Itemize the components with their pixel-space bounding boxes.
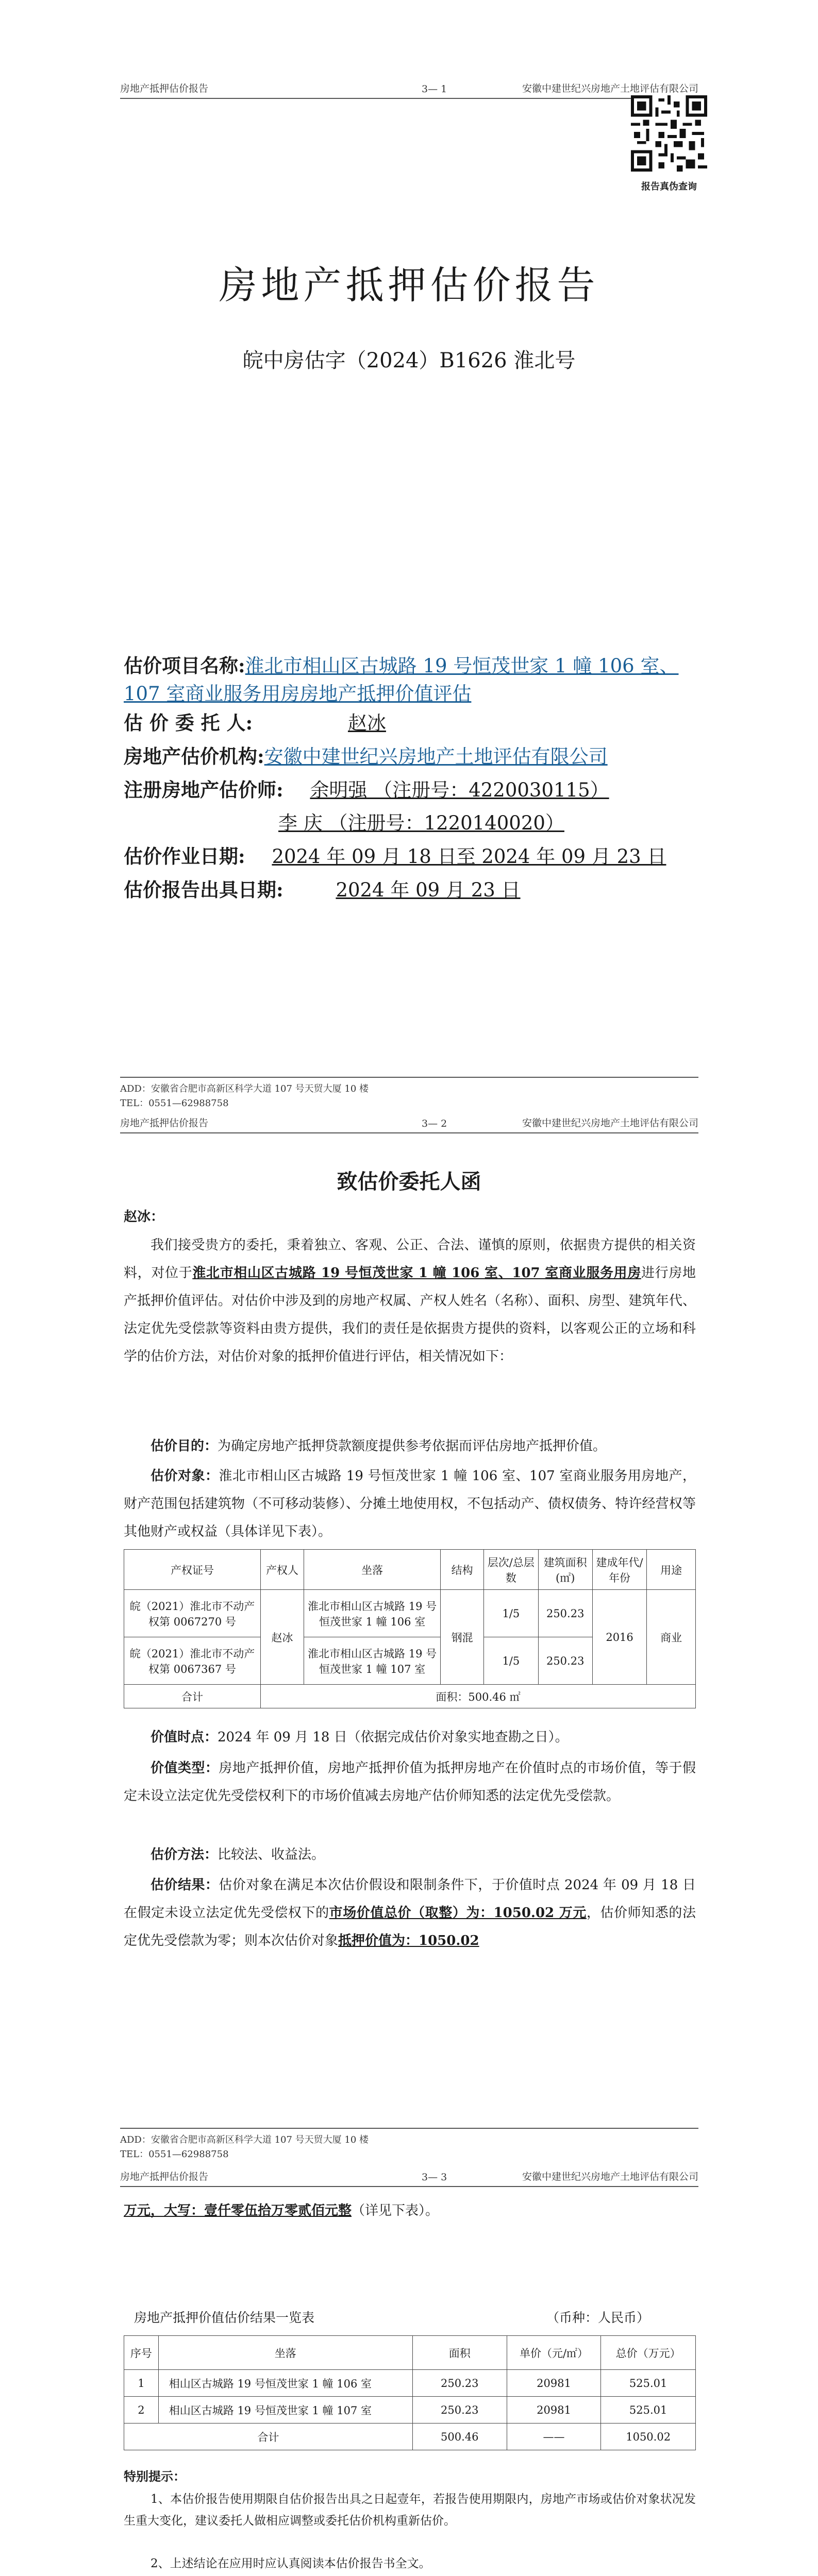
agency-value: 安徽中建世纪兴房地产土地评估有限公司 xyxy=(264,745,608,768)
amount-in-words: 万元，大写：壹仟零伍拾万零贰佰元整 xyxy=(124,2203,352,2218)
value-type-label: 价值类型： xyxy=(151,1760,219,1776)
cell: 相山区古城路 19 号恒茂世家 1 幢 106 室 xyxy=(158,2370,412,2397)
area-cell: 250.23 xyxy=(538,1590,592,1637)
cell: 合计 xyxy=(124,2424,413,2450)
field-label: 估价项目名称: xyxy=(124,654,245,677)
cert-cell: 皖（2021）淮北市不动产权第 0067367 号 xyxy=(124,1637,261,1685)
page-mark: 3— 3 xyxy=(422,2172,447,2183)
salutation xyxy=(124,1203,696,1231)
table-header-row xyxy=(124,2336,696,2370)
location-cell: 淮北市相山区古城路 19 号恒茂世家 1 幢 107 室 xyxy=(304,1637,441,1685)
col-header: 产权证号 xyxy=(124,1550,261,1590)
notes-title xyxy=(124,2463,696,2490)
method-paragraph xyxy=(124,1841,696,1869)
table2-currency: （币种：人民币） xyxy=(546,2310,650,2325)
col-header: 建成年代/年份 xyxy=(592,1550,646,1590)
purpose-paragraph xyxy=(124,1432,696,1460)
report-title: 房地产抵押估价报告 xyxy=(219,263,599,308)
appraiser-2-value: 李 庆 （注册号：1220140020） xyxy=(278,812,564,834)
footer-tel: TEL：0551—62988758 xyxy=(120,2149,229,2160)
col-header: 单价（元/㎡） xyxy=(507,2336,601,2370)
property-table xyxy=(124,1549,696,1708)
col-header: 结构 xyxy=(441,1550,484,1590)
mortgage-value: 抵押价值为：1050.02 xyxy=(338,1933,479,1948)
col-header: 总价（万元） xyxy=(601,2336,696,2370)
value-type-text: 房地产抵押价值，房地产抵押价值为抵押房地产在价值时点的市场价值，等于假定未设立法定优先受偿权利下的市场价值减去房地产估价师知悉的法定优先受偿款。 xyxy=(124,1760,696,1804)
cell: 1050.02 xyxy=(601,2424,696,2450)
footer-address: ADD：安徽省合肥市高新区科学大道 107 号天贸大厦 10 楼 xyxy=(120,1083,369,1094)
area-cell: 250.23 xyxy=(538,1637,592,1685)
notes-title-text: 特别提示： xyxy=(124,2469,186,2484)
note-1 xyxy=(124,2488,696,2532)
cell: 525.01 xyxy=(601,2370,696,2397)
agency-row xyxy=(124,743,696,770)
use-cell: 商业 xyxy=(647,1590,696,1685)
value-date-paragraph xyxy=(124,1723,696,1751)
cell: 250.23 xyxy=(412,2370,507,2397)
result-paragraph xyxy=(124,1871,696,1956)
result-a: 估价对象在满足本次估价假设和限制条件下，于价值时点 2024 年 09 月 18 日在假定未设立法定优先受偿权下的 xyxy=(124,1877,696,1921)
field-label: 估 价 委 托 人: xyxy=(124,711,253,734)
footer-address: ADD：安徽省合肥市高新区科学大道 107 号天贸大厦 10 楼 xyxy=(120,2134,369,2145)
intro-paragraph xyxy=(124,1231,696,1370)
col-header: 层次/总层数 xyxy=(484,1550,538,1590)
field-label: 房地产估价机构: xyxy=(124,745,264,768)
cell: 1 xyxy=(124,2370,159,2397)
field-label: 注册房地产估价师: xyxy=(124,778,283,801)
qr-caption: 报告真伪查询 xyxy=(641,181,697,192)
value-date-text: 2024 年 09 月 18 日（依据完成估价对象实地查勘之日）。 xyxy=(218,1730,569,1745)
owner-cell: 赵冰 xyxy=(261,1590,304,1685)
page-header xyxy=(120,77,698,99)
header-left-title: 房地产抵押估价报告 xyxy=(120,2171,209,2182)
header-right-company: 安徽中建世纪兴房地产土地评估有限公司 xyxy=(522,2171,698,2182)
page-header xyxy=(120,1112,698,1133)
field-label: 估价报告出具日期: xyxy=(124,878,283,901)
cover-page xyxy=(0,0,818,1109)
cover-info-block xyxy=(124,652,696,903)
intro-a: 我们接受贵方的委托，秉着独立、客观、公正、合法、谨慎的原则，依据贵方提供的相关资料，对位于 xyxy=(124,1238,696,1281)
project-name-row xyxy=(124,652,696,708)
object-text: 淮北市相山区古城路 19 号恒茂世家 1 幢 106 室、107 室商业服务用房地产，财产范围包括建筑物（不可移动装修）、分摊土地使用权，不包括动产、债权债务、特许经营权等其他财产或权益（具体详见下表）。 xyxy=(124,1468,696,1539)
total-label: 合计 xyxy=(124,1685,261,1708)
table-row xyxy=(124,2397,696,2424)
footer-tel: TEL：0551—62988758 xyxy=(120,1098,229,1109)
year-cell: 2016 xyxy=(592,1590,646,1685)
header-right-company: 安徽中建世纪兴房地产土地评估有限公司 xyxy=(522,1117,698,1129)
table2-caption: 房地产抵押价值估价结果一览表 xyxy=(134,2310,315,2325)
valuation-result-table xyxy=(124,2335,696,2450)
note-2-text: 2、上述结论在应用时应认真阅读本估价报告书全文。 xyxy=(151,2557,431,2570)
letter-title: 致估价委托人函 xyxy=(337,1170,481,1194)
result-f: （详见下表）。 xyxy=(352,2203,439,2218)
client-name: 赵冰 xyxy=(347,712,386,734)
page-mark: 3— 2 xyxy=(422,1118,447,1129)
location-cell: 淮北市相山区古城路 19 号恒茂世家 1 幢 106 室 xyxy=(304,1590,441,1637)
intro-c: 进行房地产抵押价值评估。对估价中涉及到的房地产权属、产权人姓名（名称）、面积、房型、建筑年代、法定优先受偿款等资料由贵方提供，我们的责任是依据贵方提供的资料，以客观公正的立场和科学的估价方法，对估价对象的抵押价值进行评估，相关情况如下： xyxy=(124,1265,696,1364)
total-value: 面积：500.46 ㎡ xyxy=(261,1685,696,1708)
table-row xyxy=(124,1590,696,1637)
appraiser-row xyxy=(124,777,696,803)
client-value xyxy=(259,710,475,736)
note-1-text: 1、本估价报告使用期限自估价报告出具之日起壹年，若报告使用期限内，房地产市场或估价对象状况发生重大变化，建议委托人做相应调整或委托估价机构重新估价。 xyxy=(124,2493,696,2528)
table-total-row xyxy=(124,1685,696,1708)
work-date-value: 2024 年 09 月 18 日至 2024 年 09 月 23 日 xyxy=(272,845,666,868)
floor-cell: 1/5 xyxy=(484,1590,538,1637)
page-header xyxy=(120,2165,698,2187)
structure-cell: 钢混 xyxy=(441,1590,484,1685)
col-header: 坐落 xyxy=(158,2336,412,2370)
work-date-row xyxy=(124,843,696,870)
cell: 2 xyxy=(124,2397,159,2424)
purpose-label: 估价目的： xyxy=(151,1438,218,1454)
value-date-label: 价值时点： xyxy=(151,1730,218,1745)
cell: 500.46 xyxy=(412,2424,507,2450)
table2-caption-row xyxy=(124,2304,696,2332)
method-text: 比较法、收益法。 xyxy=(218,1847,325,1862)
intro-property: 淮北市相山区古城路 19 号恒茂世家 1 幢 106 室、107 室商业服务用房 xyxy=(192,1265,641,1281)
col-header: 产权人 xyxy=(261,1550,304,1590)
client-row xyxy=(124,710,696,736)
page-footer xyxy=(120,2128,698,2162)
result-label: 估价结果： xyxy=(151,1877,219,1893)
col-header: 用途 xyxy=(647,1550,696,1590)
header-right-company: 安徽中建世纪兴房地产土地评估有限公司 xyxy=(522,83,698,94)
issue-date-row xyxy=(124,877,696,903)
table-row xyxy=(124,2370,696,2397)
cell: —— xyxy=(507,2424,601,2450)
appraiser-row-2 xyxy=(124,810,696,836)
table-total-row xyxy=(124,2424,696,2450)
appraiser-1-value: 余明强 （注册号：4220030115） xyxy=(310,779,609,801)
market-value: 市场价值总价（取整）为：1050.02 万元 xyxy=(329,1905,587,1921)
purpose-text: 为确定房地产抵押贷款额度提供参考依据而评估房地产抵押价值。 xyxy=(218,1438,607,1454)
col-header: 坐落 xyxy=(304,1550,441,1590)
header-left-title: 房地产抵押估价报告 xyxy=(120,83,209,94)
result-continued xyxy=(124,2197,696,2225)
field-label: 估价作业日期: xyxy=(124,845,245,868)
note-2 xyxy=(124,2553,696,2574)
method-label: 估价方法： xyxy=(151,1847,218,1862)
cell: 相山区古城路 19 号恒茂世家 1 幢 107 室 xyxy=(158,2397,412,2424)
page-mark: 3— 1 xyxy=(422,83,447,95)
object-paragraph xyxy=(124,1462,696,1546)
report-number: 皖中房估字（2024）B1626 淮北号 xyxy=(242,349,576,372)
object-label: 估价对象： xyxy=(151,1468,219,1484)
col-header: 建筑面积(㎡) xyxy=(538,1550,592,1590)
header-left-title: 房地产抵押估价报告 xyxy=(120,1117,209,1129)
cell: 250.23 xyxy=(412,2397,507,2424)
qr-code-icon xyxy=(631,95,707,172)
project-name-value: 淮北市相山区古城路 19 号恒茂世家 1 幢 106 室、107 室商业服务用房房地产抵押价值评估 xyxy=(124,655,679,705)
result-c: ，估价师知悉的法定优先受偿款为零；则本次估价对象 xyxy=(124,1905,696,1948)
table-header-row xyxy=(124,1550,696,1590)
cell: 20981 xyxy=(507,2370,601,2397)
col-header: 序号 xyxy=(124,2336,159,2370)
col-header: 面积 xyxy=(412,2336,507,2370)
page-footer xyxy=(120,1077,698,1111)
value-type-paragraph xyxy=(124,1754,696,1810)
cell: 525.01 xyxy=(601,2397,696,2424)
cert-cell: 皖（2021）淮北市不动产权第 0067270 号 xyxy=(124,1590,261,1637)
issue-date-value: 2024 年 09 月 23 日 xyxy=(336,879,521,901)
salutation-text: 赵冰： xyxy=(124,1209,164,1225)
floor-cell: 1/5 xyxy=(484,1637,538,1685)
cell: 20981 xyxy=(507,2397,601,2424)
